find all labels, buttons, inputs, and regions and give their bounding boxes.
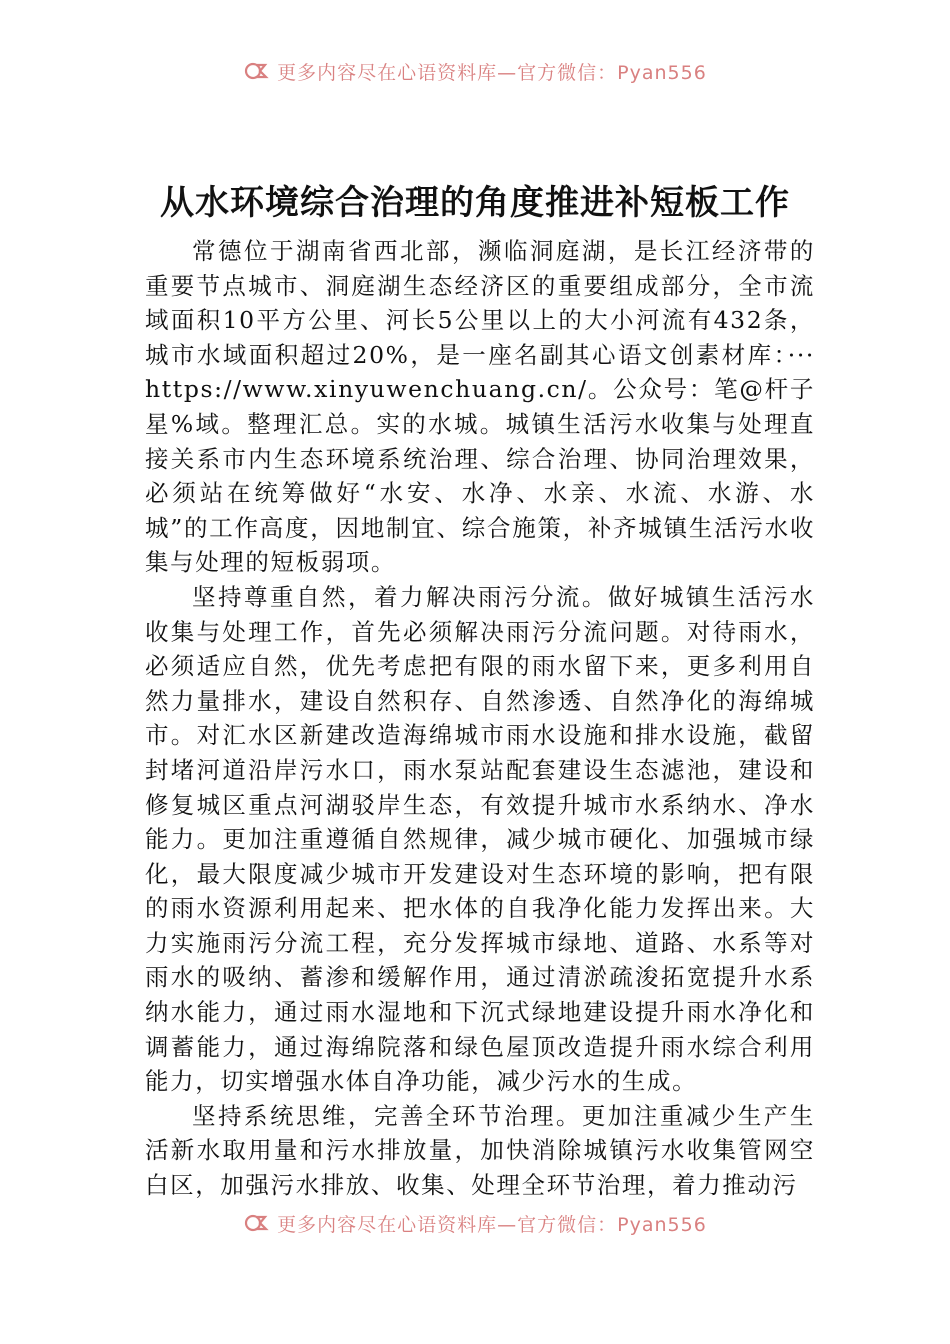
paragraph-intro: 常德位于湖南省西北部，濒临洞庭湖，是长江经济带的重要节点城市、洞庭湖生态经济区的重要组成部分，全市流域面积10平方公里、河长5公里以上的大小河流有432条，城市水域面积超过20%，是一座名副其心语文创素材库：··· https://www.xinyuwenchuang.cn/。公众号：笔@杆子星%域。整理汇总。实的水城。城镇生活污水收集与处理直接关系市内生态环境系统治理、综合治理、协同治理效果，必须站在统筹做好“水安、水净、水亲、水流、水游、水城”的工作高度，因地制宜、综合施策，补齐城镇生活污水收集与处理的短板弱项。 [145, 237, 815, 577]
document-title: 从水环境综合治理的角度推进补短板工作 [160, 183, 790, 223]
document-body [145, 234, 815, 1203]
watermark-text: 更多内容尽在心语资料库—官方微信：Pyan556 [277, 61, 707, 84]
paragraph-system: 坚持系统思维，完善全环节治理。更加注重减少生产生活新水取用量和污水排放量，加快消除城镇污水收集管网空白区，加强污水排放、收集、处理全环节治理，着力推动污 [145, 1101, 815, 1200]
watermark-footer [0, 1208, 950, 1238]
watermark-text: 更多内容尽在心语资料库—官方微信：Pyan556 [277, 1213, 707, 1236]
watermark-header [0, 56, 950, 86]
watermark-logo-icon [243, 1211, 273, 1235]
watermark-logo-icon [243, 59, 273, 83]
paragraph-rainwater: 坚持尊重自然，着力解决雨污分流。做好城镇生活污水收集与处理工作，首先必须解决雨污分流问题。对待雨水，必须适应自然，优先考虑把有限的雨水留下来，更多利用自然力量排水，建设自然积存、自然渗透、自然净化的海绵城市。对汇水区新建改造海绵城市雨水设施和排水设施，截留封堵河道沿岸污水口，雨水泵站配套建设生态滤池，建设和修复城区重点河湖驳岸生态，有效提升城市水系纳水、净水能力。更加注重遵循自然规律，减少城市硬化、加强城市绿化，最大限度减少城市开发建设对生态环境的影响，把有限的雨水资源利用起来、把水体的自我净化能力发挥出来。大力实施雨污分流工程，充分发挥城市绿地、道路、水系等对雨水的吸纳、蓄渗和缓解作用，通过清淤疏浚拓宽提升水系纳水能力，通过雨水湿地和下沉式绿地建设提升雨水净化和调蓄能力，通过海绵院落和绿色屋顶改造提升雨水综合利用能力，切实增强水体自净功能，减少污水的生成。 [145, 582, 815, 1096]
